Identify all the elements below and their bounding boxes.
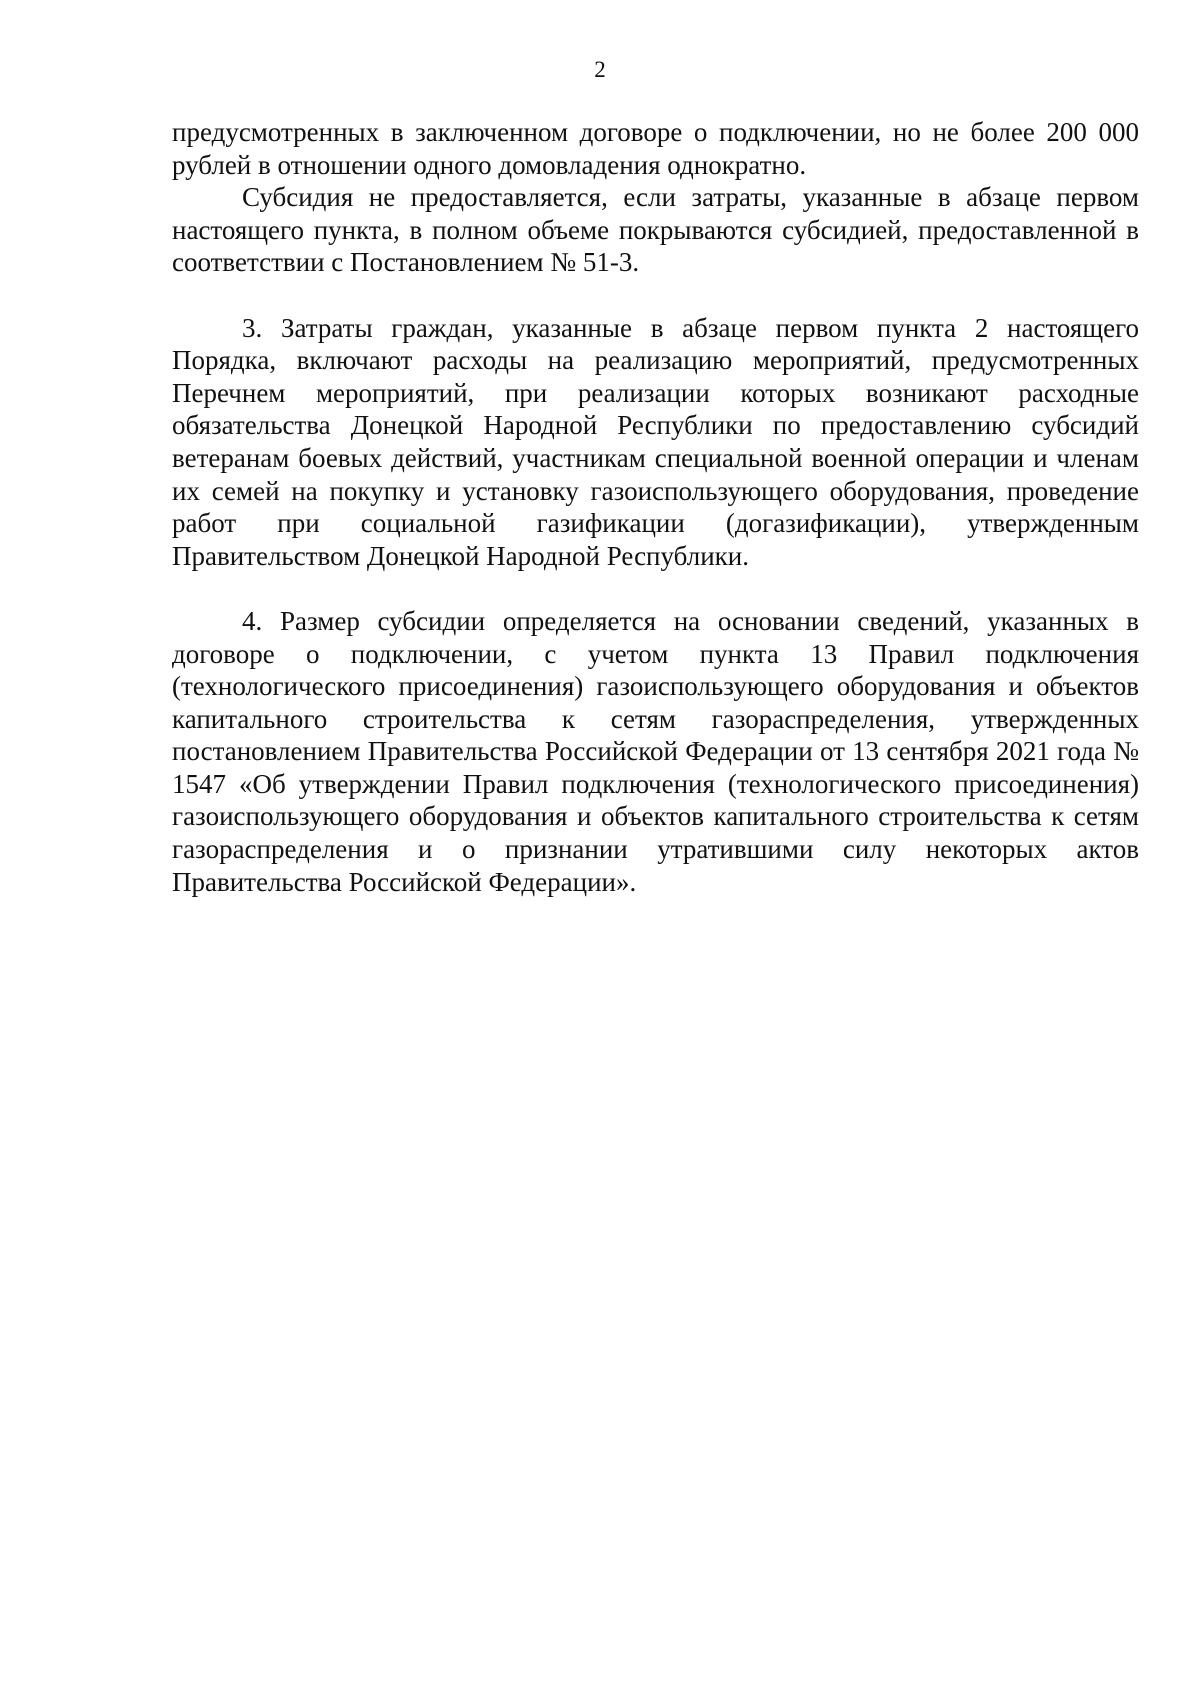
paragraph-item-4: 4. Размер субсидии определяется на основании сведений, указанных в договоре о подключении, с учетом пункта 13 Правил подключения (технологического присоединения) газоиспользующего оборудования и объектов капитального строительства к сетям газораспределения, утвержденных постановлением Правительства Российской Федерации от 13 сентября 2021 года № 1547 «Об утверждении Правил подключения (технологического присоединения) газоиспользующего оборудования и объектов капитального строительства к сетям газораспределения и о признании утратившими силу некоторых актов Правительства Российской Федерации». — [172, 605, 1139, 897]
paragraph-continuation: предусмотренных в заключенном договоре о подключении, но не более 200 000 рублей в отношении одного домовладения однократно. — [172, 117, 1139, 180]
paragraph-item-3: 3. Затраты граждан, указанные в абзаце первом пункта 2 настоящего Порядка, включают расходы на реализацию мероприятий, предусмотренных Перечнем мероприятий, при реализации которых возникают расходные обязательства Донецкой Народной Республики по предоставлению субсидий ветеранам боевых действий, участникам специальной военной операции и членам их семей на покупку и установку газоиспользующего оборудования, проведение работ при социальной газификации (догазификации), утвержденным Правительством Донецкой Народной Республики. — [172, 312, 1139, 571]
document-body — [172, 116, 1139, 898]
page-number: 2 — [594, 57, 606, 82]
paragraph-subsidy-not-provided: Субсидия не предоставляется, если затраты, указанные в абзаце первом настоящего пункта, в полном объеме покрываются субсидией, предоставленной в соответствии с Постановлением № 51-3. — [172, 182, 1139, 278]
